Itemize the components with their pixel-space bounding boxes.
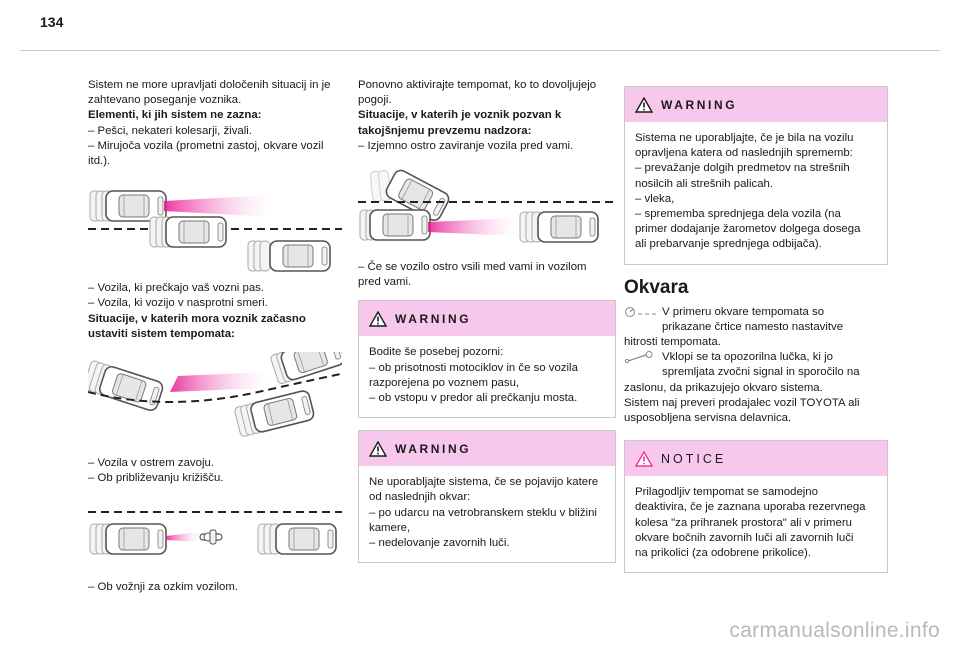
warning-triangle-icon — [369, 441, 387, 457]
illustration-cut-in — [358, 160, 616, 250]
warning-box-pay-attention — [358, 300, 616, 418]
notice-triangle-icon — [635, 451, 653, 467]
column-right — [624, 86, 888, 583]
bend-list: – Vozila v ostrem zavoju. – Ob približevanju križišču. — [88, 457, 224, 485]
fault-paragraph: V primeru okvare tempomata so prikazane črtice namesto nastavitve hitrosti tempomata. Vklopi se ta opozorilna lučka, ki jo spremljata zvočni signal in sporočilo na zaslonu, da prikazujejo okvaro sistema. Sistem naj preveri prodajalec vozil TOYOTA ali usposobljena servisna delavnica. — [624, 305, 860, 425]
warning-triangle-icon — [635, 97, 653, 113]
motorcycle-icon — [200, 530, 222, 544]
illustration-narrow-vehicle — [88, 502, 342, 570]
cruise-control-dashes-icon — [624, 306, 658, 318]
warning-box-faults — [358, 430, 616, 563]
notice-title: NOTICE — [661, 451, 727, 466]
warning-title: WARNING — [661, 97, 738, 112]
section-title-fault: Okvara — [624, 276, 689, 298]
warning-body: Ne uporabljajte sistema, če se pojavijo katere od naslednjih okvar: – po udarcu na vetrobranskem steklu v bližini kamere, – nedelovanje zavornih luči. — [369, 476, 599, 550]
notice-body: Prilagodljiv tempomat se samodejno deaktivira, če je zaznana uporaba rezervnega kolesa "za prihranek prostora" ali v primeru okvare bočnih zavornih luči ali zavornih luči na prikolici (za odobrene prikolice). — [635, 486, 866, 560]
narrow-list: – Ob vožnji za ozkim vozilom. — [88, 581, 239, 594]
warning-header — [359, 301, 615, 336]
warning-title: WARNING — [395, 311, 472, 326]
warning-body: Sistema ne uporabljajte, če je bila na vozilu opravljena katera od naslednjih sprememb: – prevažanje dolgih predmetov na strešnih nosilcih ali strešnih palicah. – vleka, – sprememba sprednjega dela vozila (na primer dodajanje žarometov dolgega dosega ali prebarvanje sprednjega odbijača). — [635, 132, 861, 251]
column-left — [88, 78, 342, 596]
warning-box-modifications — [624, 86, 888, 265]
heading-not-detected: Elementi, ki jih sistem ne zazna: — [88, 109, 262, 122]
intro-paragraph: Sistem ne more upravljati določenih situacij in je zahtevano poseganje voznika. Elementi, ki jih sistem ne zazna: – Pešci, nekateri kolesarji, živali. – Mirujoča vozila (prometni zastoj, okvare vozil itd.). — [88, 78, 342, 169]
top-rule — [20, 50, 940, 51]
page-number: 134 — [40, 14, 64, 30]
warning-header — [625, 87, 887, 122]
warning-triangle-icon — [369, 311, 387, 327]
notice-header — [625, 441, 887, 476]
watermark: carmanualsonline.info — [729, 619, 940, 642]
notice-box — [624, 440, 888, 573]
reactivate-paragraph: Ponovno aktivirajte tempomat, ko to dovoljujejo pogoji. Situacije, v katerih je voznik pozvan k takojšnjemu prevzemu nadzora: – Izjemno ostro zaviranje vozila pred vami. — [358, 79, 597, 152]
warning-header — [359, 431, 615, 466]
warning-body: Bodite še posebej pozorni: – ob prisotnosti motociklov in če so vozila razporejena po voznem pasu, – ob vstopu v predor ali prečkanju mosta. — [369, 346, 578, 405]
column-middle — [358, 78, 616, 573]
wrench-warning-icon — [624, 351, 658, 363]
illustration-crossing-traffic — [88, 179, 342, 275]
oncoming-list: – Vozila, ki prečkajo vaš vozni pas. – Vozila, ki vozijo v nasprotni smeri. Situacije, v katerih mora voznik začasno ustaviti sistem tempomata: — [88, 282, 306, 340]
cut-in-list: – Če se vozilo ostro vsili med vami in vozilom pred vami. — [358, 261, 587, 289]
illustration-sharp-bend — [88, 352, 342, 452]
warning-title: WARNING — [395, 441, 472, 456]
